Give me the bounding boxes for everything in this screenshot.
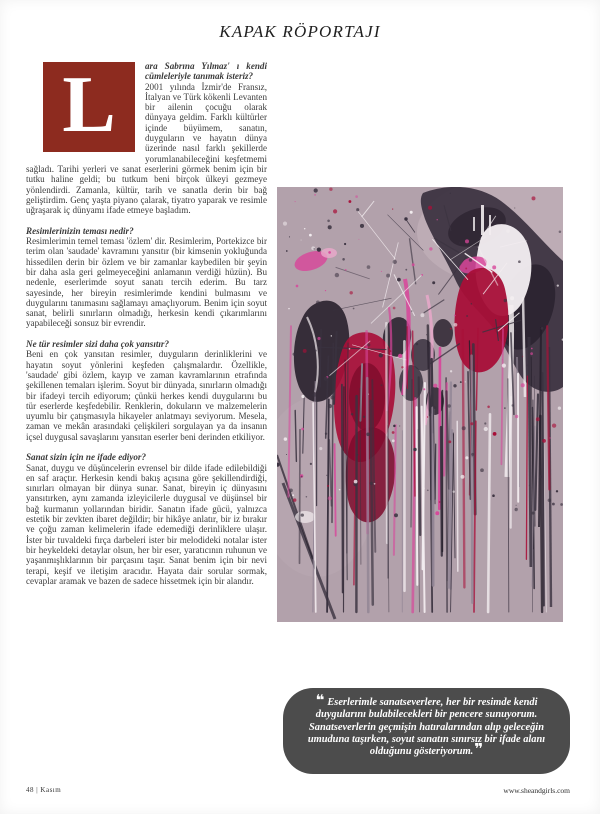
article-column xyxy=(26,61,267,586)
answer-art-meaning: Sanat, duygu ve düşüncelerin evrensel bir dilde ifade edilebildiği en saf araçtır. Herkesin kendi bakış açısına göre şekillendirdiği, sınırları olmayan bir dünya sunar. Sanat, bireyin iç dünyasını yansıtırken, aynı zamanda izleyicilerle duygusal ve düşünsel bir bağ kurmanın yollarından biridir. Sanatın ifade gücü, yalnızca estetik bir zevkten ibaret değildir; bir hikâye anlatır, bir iz bırakır ve çoğu zaman kelimelerin ifade edemediği derinliklere ulaşır. İster bir tuvaldeki fırça darbeleri ister bir melodideki notalar ister bir heykeldeki detaylar olsun, her bir eser, yaratıcının ruhunun ve yaşanmışlıklarının bir parçasını taşır. Sanat benim için bir nevi terapi, keşif ve iletişim aracıdır. Hayata dair sorular sormak, cevaplar aramak ve bazen de sadece hissetmek için bir alandır. xyxy=(26,462,267,586)
intro-answer: 2001 yılında İzmir'de Fransız, İtalyan ve Türk kökenli Levanten bir ailenin çocuğu olarak dünyaya geldim. Farklı kültürler içinde büyümem, sanatın, duyguların ve hayatın dünya üzerinde nasıl farklı şekillerde yorumlanabileceğini keşfetmemi sağladı. Tarihi yerleri ve sanat eserlerini görmek benim için bir tutku haline geldi; bu tutkum beni birçok ülkeyi gezmeye yönlendirdi. Zamanla, kültür, tarih ve sanatla derin bir bağ geliştirdim. Genç yaşta piyano çalarak, tiyatro yaparak ve resimle uğraşarak iç dünyamı ifade etmeye başladım. xyxy=(26,81,267,216)
pull-quote xyxy=(283,688,570,774)
dropcap-box xyxy=(43,62,135,152)
splatter-painting-canvas xyxy=(277,187,563,622)
dropcap-letter: L xyxy=(62,61,116,149)
page-number: 48 | Kasım xyxy=(26,786,62,794)
intro-question: ara Sabrına Yılmaz' ı kendi cümleleriyle tanımak isteriz? xyxy=(145,61,267,82)
answer-paintings: Beni en çok yansıtan resimler, duyguların derinliklerini ve hayatın soyut yönlerini keşfeden çalışmalardır. Özellikle, 'saudade' gibi özlem, kayıp ve zaman kavramlarının etrafında şekillenen temaları işlerim. Soyut bir dünyada, sınırların olmadığı bir ifadeyi tercih ediyorum; çünkü herkes kendi duygularını bu tür eserlerde keşfedebilir. Renklerin, dokuların ve malzemelerin uyumlu bir çatışmasıyla hikayeler anlatmayı seviyorum. Mesela, zaman ve mekân arasındaki çelişkileri sorgulayan ya da insanın içsel duygusal savaşlarını yansıtan eserler beni derinden etkiliyor. xyxy=(26,349,267,442)
page-title: KAPAK RÖPORTAJI xyxy=(219,22,381,41)
close-quote-icon: ❞ xyxy=(474,740,484,759)
quote-text: Eserlerimle sanatseverlere, her bir resimde kendi duygularını bulabilecekleri bir pencere sunuyorum. Sanatseverlerin geçmişin hatıralarından alıp geleceğin umuduna taşırken, soyut sanatın sınırsız bir ifade alanı olduğunu gösteriyorum. xyxy=(307,697,546,758)
question-paintings: Ne tür resimler sizi daha çok yansıtır? xyxy=(26,339,169,350)
answer-theme: Resimlerimin temel teması 'özlem' dir. Resimlerim, Portekizce bir terim olan 'saudade' kavramını yansıtır (bir kimsenin yokluğunda hissedilen derin bir özlem ve bir zamanlar kaybedilen bir şeyin bir daha asla geri gelmeyeceğini anlamanın verdiği hüzün). Bu nedenle, eserlerimde soyut sanatı tercih ederim. Bu tarz sayesinde, her bireyin resimlerimde kendini bulmasını ve duygularını tanımasını sağlamayı amaçlıyorum. Benim için soyut sanat, belirli sınırların olmadığı, herkesin kendi çıkarımlarını yapabileceği sonsuz bir evrendir. xyxy=(26,236,267,329)
open-quote-icon: ❝ xyxy=(315,691,325,709)
website-url: www.sheandgirls.com xyxy=(503,786,570,795)
question-art-meaning: Sanat sizin için ne ifade ediyor? xyxy=(26,452,146,463)
question-theme: Resimlerinizin teması nedir? xyxy=(26,225,134,236)
abstract-painting-image xyxy=(277,187,563,622)
intro-section xyxy=(26,61,267,215)
